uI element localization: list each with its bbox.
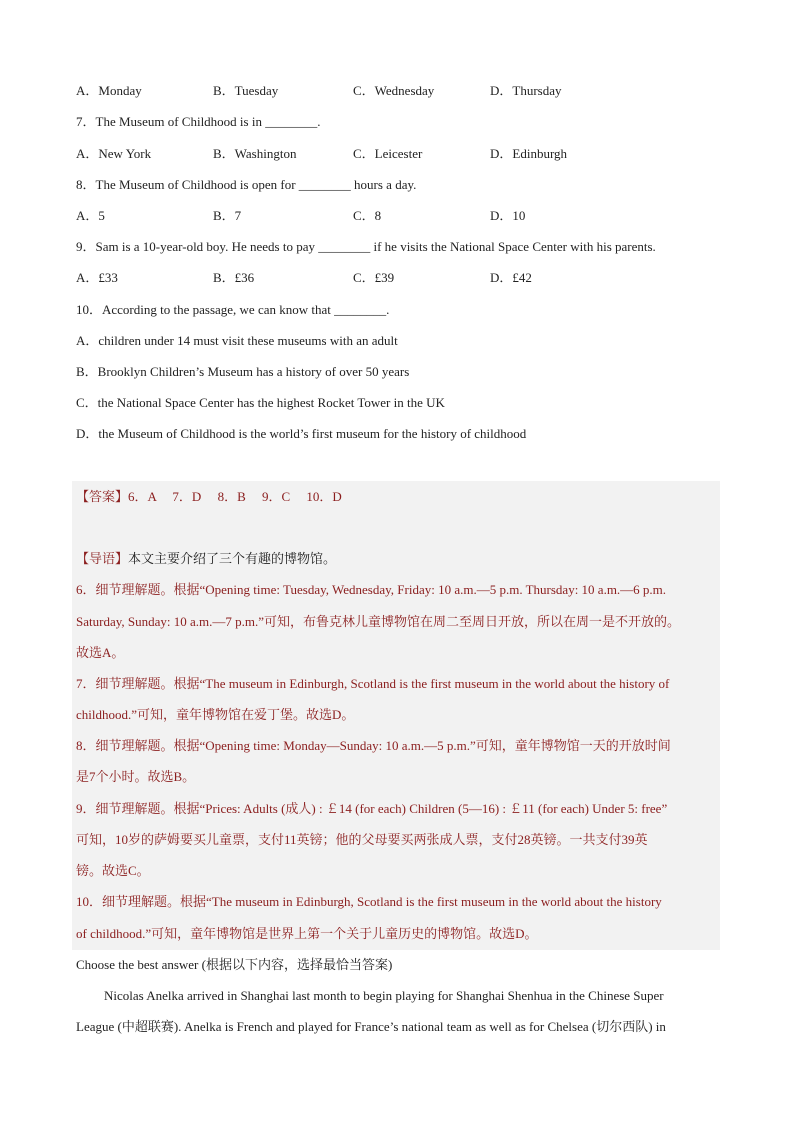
guide-label: 【导语】 bbox=[76, 551, 129, 566]
explanation-line: 10．细节理解题。根据“The museum in Edinburgh, Scotland is the first museum in the world about the history bbox=[76, 894, 662, 909]
explanation-line: 6．细节理解题。根据“Opening time: Tuesday, Wednesday, Friday: 10 a.m.—5 p.m. Thursday: 10 a.m.—6 p.m. bbox=[76, 582, 667, 597]
answer-text: 6．A 7．D 8．B 9．C 10．D bbox=[128, 489, 342, 504]
option-b: B．Brooklyn Children’s Museum has a history of over 50 years bbox=[76, 364, 410, 379]
passage-line: Nicolas Anelka arrived in Shanghai last month to begin playing for Shanghai Shenhua in the Chinese Super bbox=[104, 988, 664, 1003]
option-d: D．the Museum of Childhood is the world’s first museum for the history of childhood bbox=[76, 426, 527, 441]
explanation-line: 故选A。 bbox=[76, 645, 125, 660]
option-a: A．5 bbox=[76, 208, 105, 223]
question-10-stem: 10．According to the passage, we can know that ________. bbox=[76, 302, 390, 317]
option-d: D．10 bbox=[490, 208, 526, 223]
answer-label: 【答案】 bbox=[76, 489, 129, 504]
option-d: D．Edinburgh bbox=[490, 146, 568, 161]
option-c: C．£39 bbox=[353, 270, 395, 285]
explanation-line: Saturday, Sunday: 10 a.m.—7 p.m.”可知，布鲁克林儿童博物馆在周二至周日开放，所以在周一是不开放的。 bbox=[76, 614, 680, 629]
explanation-line: 镑。故选C。 bbox=[76, 863, 150, 878]
explanation-line: 9．细节理解题。根据“Prices: Adults (成人) : ￡14 (for each) Children (5—16) : ￡11 (for each) Under 5: free” bbox=[76, 801, 668, 816]
option-a: A．children under 14 must visit these museums with an adult bbox=[76, 333, 398, 348]
option-c: C．Wednesday bbox=[353, 83, 435, 98]
option-a: A．£33 bbox=[76, 270, 118, 285]
option-c: C．Leicester bbox=[353, 146, 423, 161]
explanation-line: 7．细节理解题。根据“The museum in Edinburgh, Scotland is the first museum in the world about the history of bbox=[76, 676, 670, 691]
option-a: A．Monday bbox=[76, 83, 142, 98]
option-b: B．7 bbox=[213, 208, 242, 223]
question-7-stem: 7．The Museum of Childhood is in ________. bbox=[76, 114, 321, 129]
question-8-stem: 8．The Museum of Childhood is open for ________ hours a day. bbox=[76, 177, 417, 192]
answer-line bbox=[76, 489, 342, 505]
explanation-line: childhood.”可知，童年博物馆在爱丁堡。故选D。 bbox=[76, 707, 355, 722]
option-d: D．Thursday bbox=[490, 83, 562, 98]
explanation-line: 是7个小时。故选B。 bbox=[76, 769, 196, 784]
option-b: B．Tuesday bbox=[213, 83, 279, 98]
option-c: C．the National Space Center has the highest Rocket Tower in the UK bbox=[76, 395, 445, 410]
option-a: A．New York bbox=[76, 146, 152, 161]
section-instruction: Choose the best answer (根据以下内容，选择最恰当答案) bbox=[76, 957, 393, 972]
option-b: B．£36 bbox=[213, 270, 255, 285]
option-d: D．£42 bbox=[490, 270, 532, 285]
explanation-line: of childhood.”可知，童年博物馆是世界上第一个关于儿童历史的博物馆。故选D。 bbox=[76, 926, 538, 941]
explanation-line: 8．细节理解题。根据“Opening time: Monday—Sunday: 10 a.m.—5 p.m.”可知，童年博物馆一天的开放时间 bbox=[76, 738, 671, 753]
option-c: C．8 bbox=[353, 208, 382, 223]
guide-line bbox=[76, 551, 336, 567]
question-9-stem: 9．Sam is a 10-year-old boy. He needs to pay ________ if he visits the National Space Center with his parents. bbox=[76, 239, 656, 254]
explanation-line: 可知，10岁的萨姆要买儿童票，支付11英镑；他的父母要买两张成人票，支付28英镑。一共支付39英 bbox=[76, 832, 648, 847]
option-b: B．Washington bbox=[213, 146, 297, 161]
guide-text: 本文主要介绍了三个有趣的博物馆。 bbox=[128, 551, 337, 566]
passage-line: League (中超联赛). Anelka is French and played for France’s national team as well as for Chelsea (切尔西队) in bbox=[76, 1019, 666, 1034]
